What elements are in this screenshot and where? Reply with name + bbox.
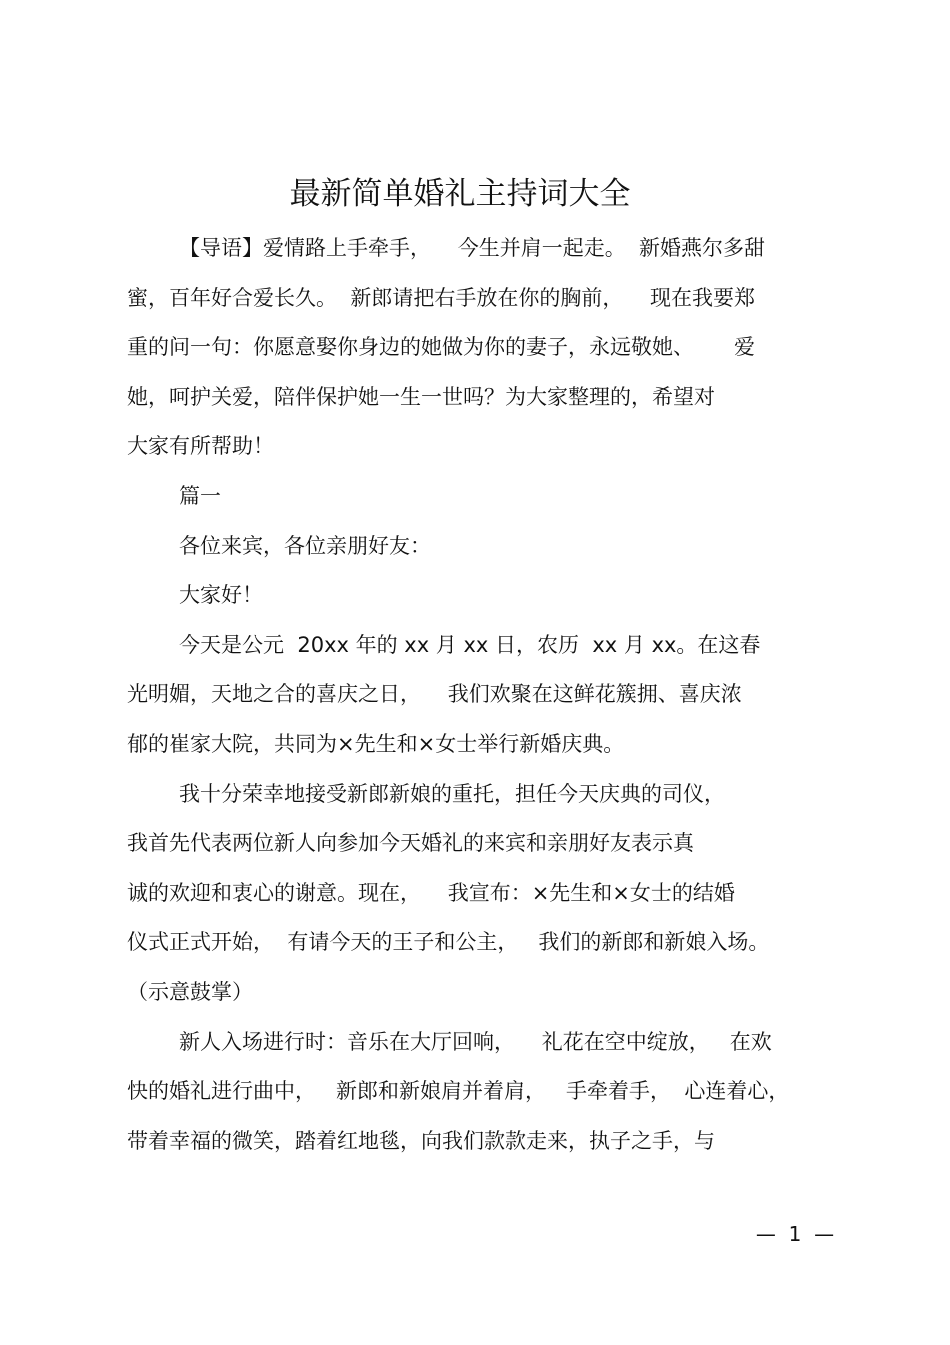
body-line: 蜜，百年好合爱长久。 新郎请把右手放在你的胸前， 现在我要郑 (127, 285, 756, 310)
body-line: 带着幸福的微笑，踏着红地毯，向我们款款走来，执子之手，与 (127, 1128, 715, 1153)
body-line: 重的问一句：你愿意娶你身边的她做为你的妻子，永远敬她、 爱 (127, 335, 756, 360)
body-line: 仪式正式开始， 有请今天的王子和公主， 我们的新郎和新娘入场。 (127, 930, 770, 955)
document-body (127, 224, 837, 1166)
document-title: 最新简单婚礼主持词大全 (289, 176, 631, 212)
body-line: 各位来宾，各位亲朋好友： (179, 533, 431, 558)
body-line: 诚的欢迎和衷心的谢意。现在， 我宣布：×先生和×女士的结婚 (127, 880, 735, 905)
body-line: 光明媚，天地之合的喜庆之日， 我们欢聚在这鲜花簇拥、喜庆浓 (127, 682, 742, 707)
body-line: 大家有所帮助！ (127, 434, 274, 459)
body-line: 她，呵护关爱，陪伴保护她一生一世吗？为大家整理的，希望对 (127, 384, 715, 409)
body-line: 郁的崔家大院，共同为×先生和×女士举行新婚庆典。 (127, 731, 625, 756)
body-line: 大家好！ (179, 583, 263, 608)
page-number: — 1 — (755, 1222, 835, 1246)
body-line: 我首先代表两位新人向参加今天婚礼的来宾和亲朋好友表示真 (127, 831, 694, 856)
body-line: 我十分荣幸地接受新郎新娘的重托，担任今天庆典的司仪， (179, 781, 725, 806)
body-line: （示意鼓掌） (127, 979, 253, 1004)
body-line: 【导语】爱情路上手牵手， 今生并肩一起走。 新婚燕尔多甜 (179, 236, 766, 260)
body-line: 新人入场进行时：音乐在大厅回响， 礼花在空中绽放， 在欢 (179, 1029, 772, 1054)
body-line: 今天是公元 20xx 年的 xx 月 xx 日，农历 xx 月 xx。在这春 (179, 632, 761, 657)
body-line: 快的婚礼进行曲中， 新郎和新娘肩并着肩， 手牵着手， 心连着心， (127, 1079, 790, 1104)
section-heading: 篇一 (179, 483, 221, 508)
